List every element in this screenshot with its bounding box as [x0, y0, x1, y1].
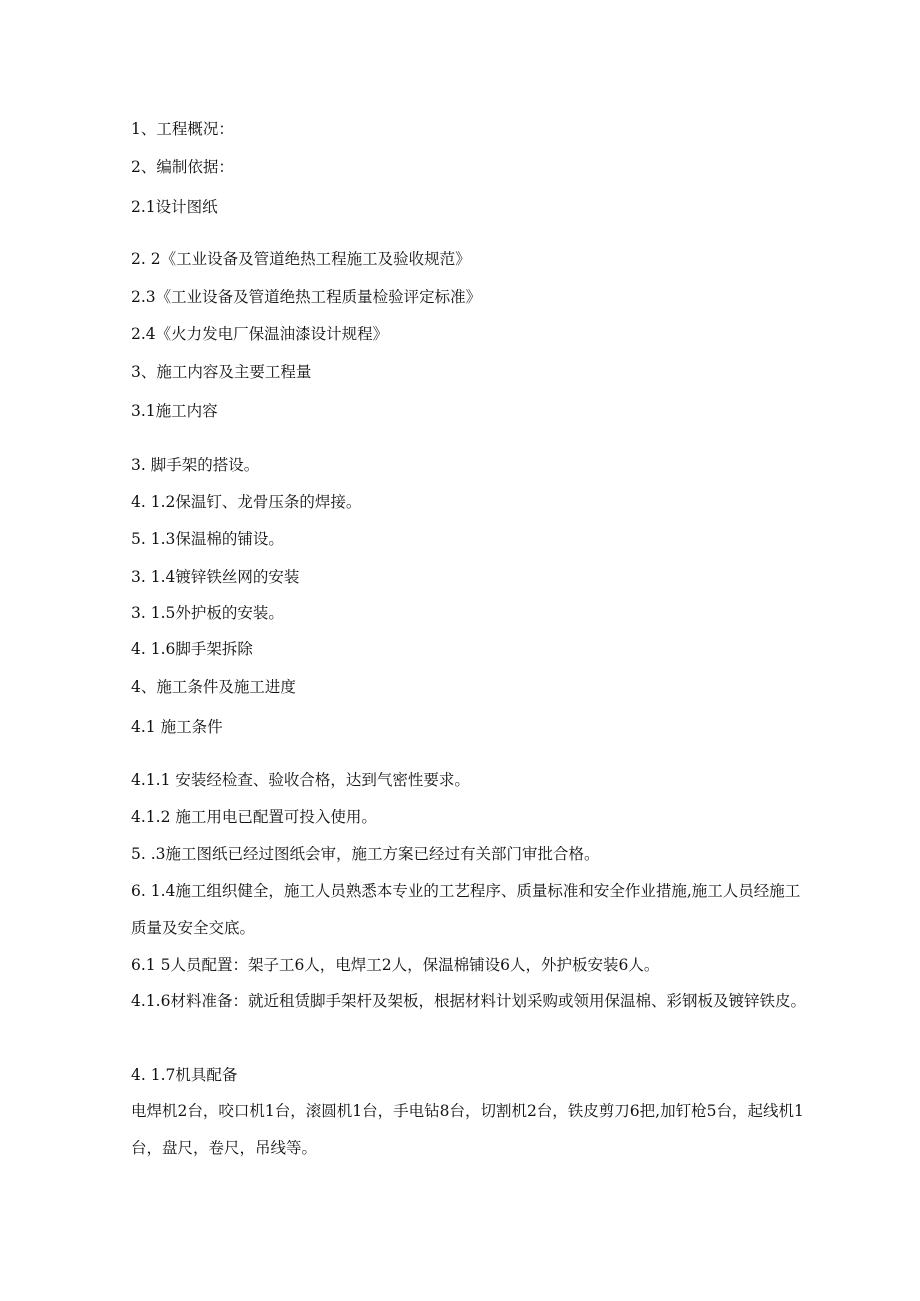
text-line: 4.1 施工条件 [131, 718, 223, 736]
text-line: 3. 脚手架的搭设。 [131, 456, 260, 474]
text-line: 2.4《火力发电厂保温油漆设计规程》 [131, 325, 389, 343]
text-line: 4. 1.6脚手架拆除 [131, 640, 253, 658]
text-line: 5. 1.3保温棉的铺设。 [131, 530, 284, 548]
text-line: 4. 1.2保温钉、龙骨压条的焊接。 [131, 493, 362, 511]
text-line: 2.3《工业设备及管道绝热工程质量检验评定标准》 [131, 288, 482, 306]
text-line: 4.1.1 安装经检查、验收合格，达到气密性要求。 [131, 771, 470, 789]
heading-basis: 2、编制依据： [131, 158, 234, 176]
text-line: 5. .3施工图纸已经过图纸会审，施工方案已经过有关部门审批合格。 [131, 845, 600, 863]
text-paragraph: 电焊机2台，咬口机1台，滚圆机1台，手电钻8台，切割机2台，铁皮剪刀6把,加钉枪5台，起线机1台，盘尺，卷尺，吊线等。 [131, 1102, 804, 1157]
text-line: 2. 2《工业设备及管道绝热工程施工及验收规范》 [131, 250, 471, 268]
text-paragraph: 4.1.6材料准备：就近租赁脚手架杆及架板，根据材料计划采购或领用保温棉、彩钢板及镀锌铁皮。 [131, 992, 806, 1010]
text-line: 3. 1.4镀锌铁丝网的安装 [131, 568, 300, 586]
text-line: 6.1 5人员配置：架子工6人，电焊工2人，保温棉铺设6人，外护板安装6人。 [131, 956, 660, 974]
text-line: 2.1设计图纸 [131, 198, 218, 216]
text-line: 4. 1.7机具配备 [131, 1066, 238, 1084]
text-line: 3. 1.5外护板的安装。 [131, 604, 284, 622]
heading-project-overview: 1、工程概况： [131, 120, 234, 138]
heading-construction-content: 3、施工内容及主要工程量 [131, 363, 312, 381]
text-paragraph: 6. 1.4施工组织健全，施工人员熟悉本专业的工艺程序、质量标准和安全作业措施,施工人员经施工质量及安全交底。 [131, 882, 801, 937]
text-line: 3.1施工内容 [131, 402, 218, 420]
heading-conditions-progress: 4、施工条件及施工进度 [131, 678, 296, 696]
text-line: 4.1.2 施工用电已配置可投入使用。 [131, 808, 377, 826]
